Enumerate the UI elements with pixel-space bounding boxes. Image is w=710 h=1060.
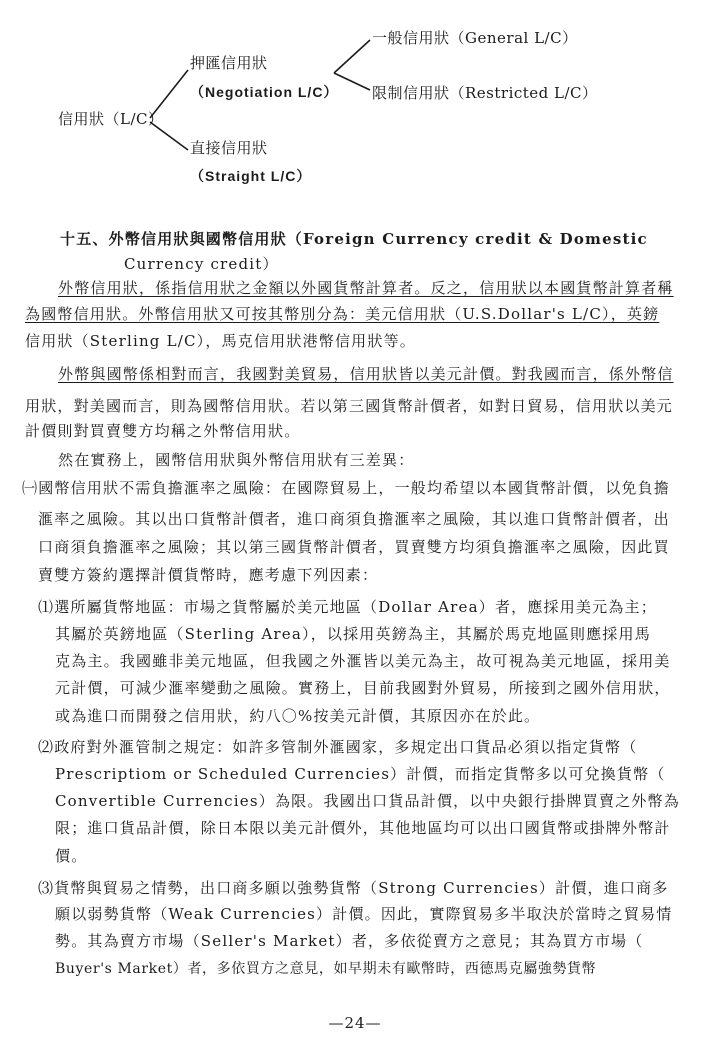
body-line-7: 然在實務上，國幣信用狀與外幣信用狀有三差異： bbox=[58, 451, 415, 469]
diagram-straight-en: （Straight L/C） bbox=[190, 168, 312, 184]
body-line-23: 願以弱勢貨幣（Weak Currencies）計價。因此，實際貿易多半取決於當時之貿易情 bbox=[55, 905, 673, 923]
diagram-straight-zh: 直接信用狀 bbox=[190, 139, 268, 157]
page-number: —24— bbox=[328, 1014, 382, 1032]
body-line-2: 為國幣信用狀。外幣信用狀又可按其幣別分為：美元信用狀（U.S.Dollar's L/C），英鎊 bbox=[25, 305, 660, 323]
diagram-restricted: 限制信用狀（Restricted L/C） bbox=[372, 84, 598, 102]
section-heading-line-2: Currency credit） bbox=[124, 255, 279, 273]
body-line-10: 口商須負擔滙率之風險；其以第三國貨幣計價者，買賣雙方均須負擔滙率之風險，因此買 bbox=[38, 538, 670, 556]
body-line-11: 賣雙方簽約選擇計價貨幣時，應考慮下列因素： bbox=[38, 566, 379, 584]
diagram-negotiation-en: （Negotiation L/C） bbox=[190, 84, 339, 100]
body-line-24: 勢。其為賣方市場（Seller's Market）者，多依從賣方之意見；其為買方市場（ bbox=[55, 932, 644, 950]
diagram-root: 信用狀（L/C） bbox=[58, 110, 164, 128]
body-line-18: Prescriptiom or Scheduled Currencies）計價，而指定貨幣多以可兌換貨幣（ bbox=[55, 765, 666, 783]
lc-classification-diagram bbox=[0, 0, 710, 200]
body-line-17: ⑵政府對外滙管制之規定：如許多管制外滙國家，多規定出口貨品必須以指定貨幣（ bbox=[38, 738, 638, 756]
body-line-21: 價。 bbox=[55, 847, 88, 865]
body-line-9: 滙率之風險。其以出口貨幣計價者，進口商須負擔滙率之風險，其以進口貨幣計價者，出 bbox=[38, 510, 670, 528]
section-heading-line-1: 十五、外幣信用狀與國幣信用狀（Foreign Currency credit & Domestic bbox=[60, 230, 648, 248]
body-line-14: 克為主。我國雖非美元地區，但我國之外滙皆以美元為主，故可視為美元地區，採用美 bbox=[55, 652, 671, 670]
body-line-6: 計價則對買賣雙方均稱之外幣信用狀。 bbox=[25, 422, 301, 440]
body-line-16: 或為進口而開發之信用狀，約八〇%按美元計價，其原因亦在於此。 bbox=[55, 707, 541, 725]
body-line-1: 外幣信用狀，係指信用狀之金額以外國貨幣計算者。反之，信用狀以本國貨幣計算者稱 bbox=[58, 279, 674, 297]
body-line-12: ⑴選所屬貨幣地區：市場之貨幣屬於美元地區（Dollar Area）者，應採用美元為主； bbox=[38, 598, 657, 616]
body-line-5: 用狀，對美國而言，則為國幣信用狀。若以第三國貨幣計價者，如對日貿易，信用狀以美元 bbox=[25, 397, 674, 415]
body-line-13: 其屬於英鎊地區（Sterling Area），以採用英鎊為主，其屬於馬克地區則應採用馬 bbox=[55, 625, 651, 643]
body-line-22: ⑶貨幣與貿易之情勢，出口商多願以強勢貨幣（Strong Currencies）計價，進口商多 bbox=[38, 879, 669, 897]
body-line-8: ㈠國幣信用狀不需負擔滙率之風險：在國際貿易上，一般均希望以本國貨幣計價，以免負擔 bbox=[22, 479, 671, 497]
branch-to-restricted bbox=[334, 73, 370, 90]
body-line-15: 元計價，可減少滙率變動之風險。實務上，目前我國對外貿易，所接到之國外信用狀， bbox=[55, 679, 671, 697]
body-line-25: Buyer's Market）者，多依買方之意見，如早期未有歐幣時，西德馬克屬強勢貨幣 bbox=[55, 961, 597, 977]
body-line-20: 限；進口貨品計價，除日本限以美元計價外，其他地區均可以出口國貨幣或掛牌外幣計 bbox=[55, 819, 671, 837]
branch-to-general bbox=[334, 40, 370, 73]
body-line-3: 信用狀（Sterling L/C），馬克信用狀港幣信用狀等。 bbox=[25, 332, 416, 350]
body-line-19: Convertible Currencies）為限。我國出口貨品計價，以中央銀行掛牌買賣之外幣為 bbox=[55, 792, 680, 810]
diagram-negotiation-zh: 押匯信用狀 bbox=[190, 54, 268, 72]
diagram-general: 一般信用狀（General L/C） bbox=[372, 29, 578, 47]
body-line-4: 外幣與國幣係相對而言，我國對美貿易，信用狀皆以美元計價。對我國而言，係外幣信 bbox=[58, 365, 674, 383]
